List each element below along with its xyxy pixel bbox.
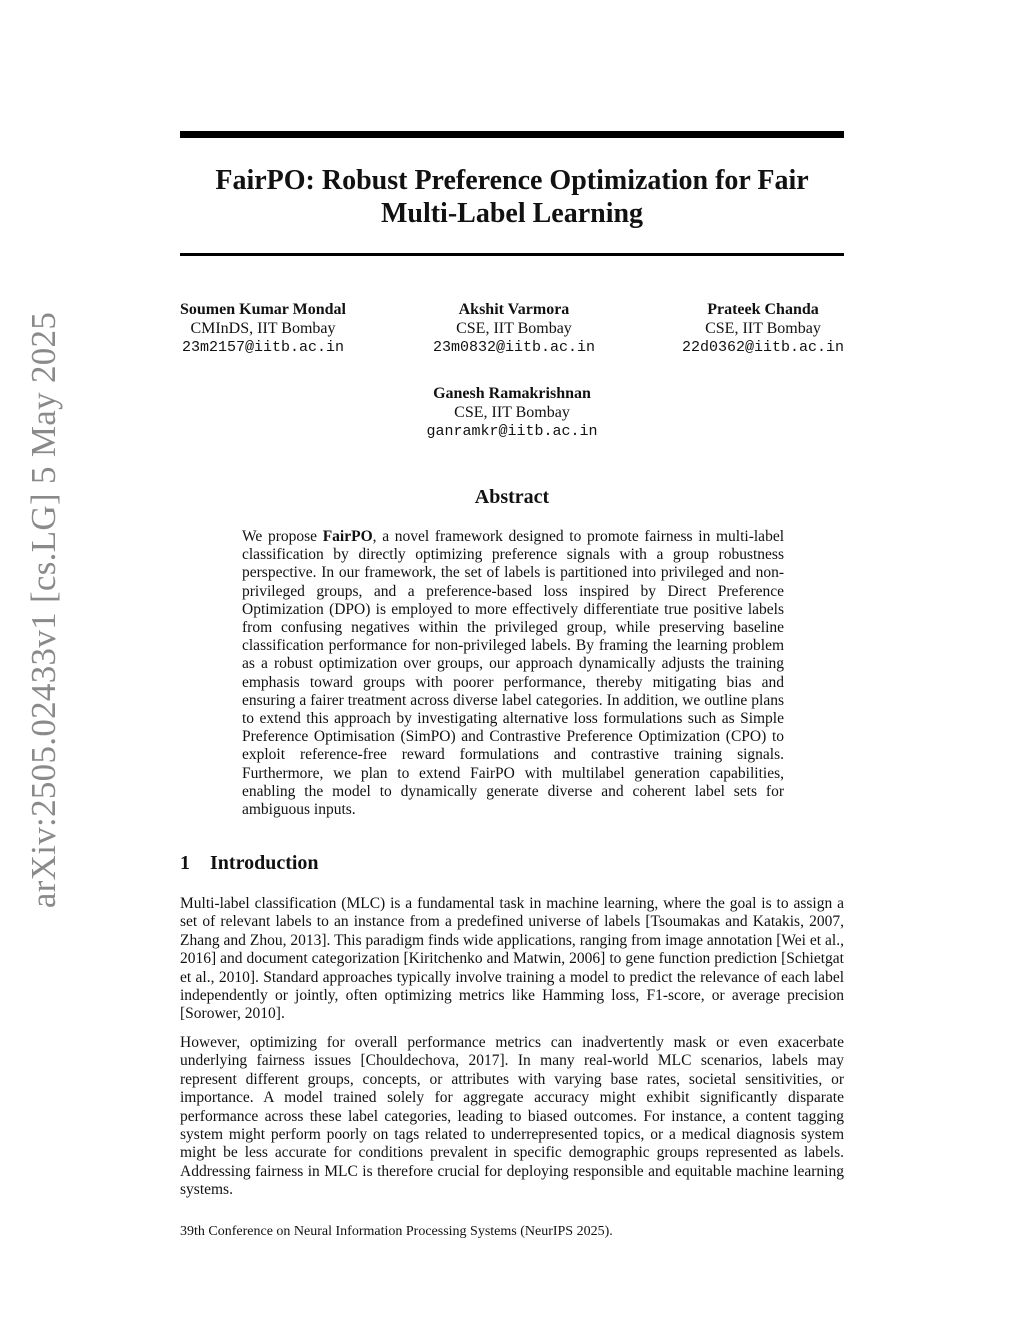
author-block <box>433 300 595 357</box>
author-affiliation: CSE, IIT Bombay <box>454 404 570 421</box>
abstract-bold-term: FairPO <box>322 528 373 545</box>
paper-title: FairPO: Robust Preference Optimization for Fair Multi-Label Learning <box>215 165 809 229</box>
author-name: Ganesh Ramakrishnan <box>433 385 591 402</box>
section-number: 1 <box>180 852 190 874</box>
paragraph: Multi-label classification (MLC) is a fundamental task in machine learning, where the goal is to assign a set of relevant labels to an instance from a predefined universe of labels [Tsoumakas and Katakis, 2007, Zhang and Zhou, 2013]. This paradigm finds wide applications, ranging from image annotation [Wei et al., 2016] and document categorization [Kiritchenko and Matwin, 2006] to gene function prediction [Schietgat et al., 2010]. Standard approaches typically involve training a model to predict the relevance of each label independently or jointly, often optimizing metrics like Hamming loss, F1-score, or average precision [Sorower, 2010]. <box>180 895 844 1023</box>
author-affiliation: CSE, IIT Bombay <box>456 320 572 337</box>
author-block <box>682 300 844 357</box>
section-heading <box>180 852 319 875</box>
paragraph: However, optimizing for overall performance metrics can inadvertently mask or even exacerbate underlying fairness issues [Chouldechova, 2017]. In many real-world MLC scenarios, labels may represent different groups, concepts, or attributes with varying base rates, societal sensitivities, or importance. A model trained solely for aggregate accuracy might exhibit significantly disparate performance across these label categories, leading to biased outcomes. For instance, a content tagging system might perform poorly on tags related to underrepresented topics, or a medical diagnosis system might be less accurate for conditions prevalent in specific demographic groups represented as labels. Addressing fairness in MLC is therefore crucial for deploying responsible and equitable machine learning systems. <box>180 1034 844 1199</box>
author-name: Akshit Varmora <box>458 301 570 318</box>
abstract-body <box>242 528 784 819</box>
author-affiliation: CMInDS, IIT Bombay <box>190 320 336 337</box>
author-name: Soumen Kumar Mondal <box>180 301 346 318</box>
author-email[interactable]: 23m2157@iitb.ac.in <box>181 339 344 356</box>
arxiv-identifier: arXiv:2505.02433v1 [cs.LG] 5 May 2025 <box>24 311 63 909</box>
author-email[interactable]: ganramkr@iitb.ac.in <box>426 423 598 440</box>
abstract-lead: We propose <box>242 528 323 545</box>
abstract-text: , a novel framework designed to promote fairness in multi-label classification by directly optimizing preference signals with a group robustness perspective. In our framework, the set of labels is partitioned into privileged and non-privileged groups, and a preference-based loss inspired by Direct Preference Optimization (DPO) is employed to more effectively differentiate true positive labels from confusing negatives within the privileged group, while preserving baseline classification performance for non-privileged labels. By framing the learning problem as a robust optimization over groups, our approach dynamically adjusts the training emphasis toward groups with poorer performance, thereby mitigating bias and ensuring a fairer treatment across diverse label categories. In addition, we outline plans to extend this approach by investigating alternative loss formulations such as Simple Preference Optimisation (SimPO) and Contrastive Preference Optimization (CPO) to exploit reference-free reward formulations and contrastive training signals. Furthermore, we plan to extend FairPO with multilabel generation capabilities, enabling the model to dynamically generate diverse and coherent label sets for ambiguous inputs. <box>242 528 785 819</box>
author-block <box>180 300 346 357</box>
conference-footnote: 39th Conference on Neural Information Processing Systems (NeurIPS 2025). <box>180 1224 613 1239</box>
author-row <box>180 300 844 357</box>
abstract-heading: Abstract <box>474 486 550 508</box>
title-rule-top <box>180 131 844 138</box>
author-name: Prateek Chanda <box>707 301 819 318</box>
author-block <box>180 384 844 441</box>
author-affiliation: CSE, IIT Bombay <box>705 320 821 337</box>
author-email[interactable]: 23m0832@iitb.ac.in <box>432 339 595 356</box>
section-title: Introduction <box>210 852 319 874</box>
title-rule-bottom <box>180 253 844 256</box>
author-email[interactable]: 22d0362@iitb.ac.in <box>681 339 844 356</box>
